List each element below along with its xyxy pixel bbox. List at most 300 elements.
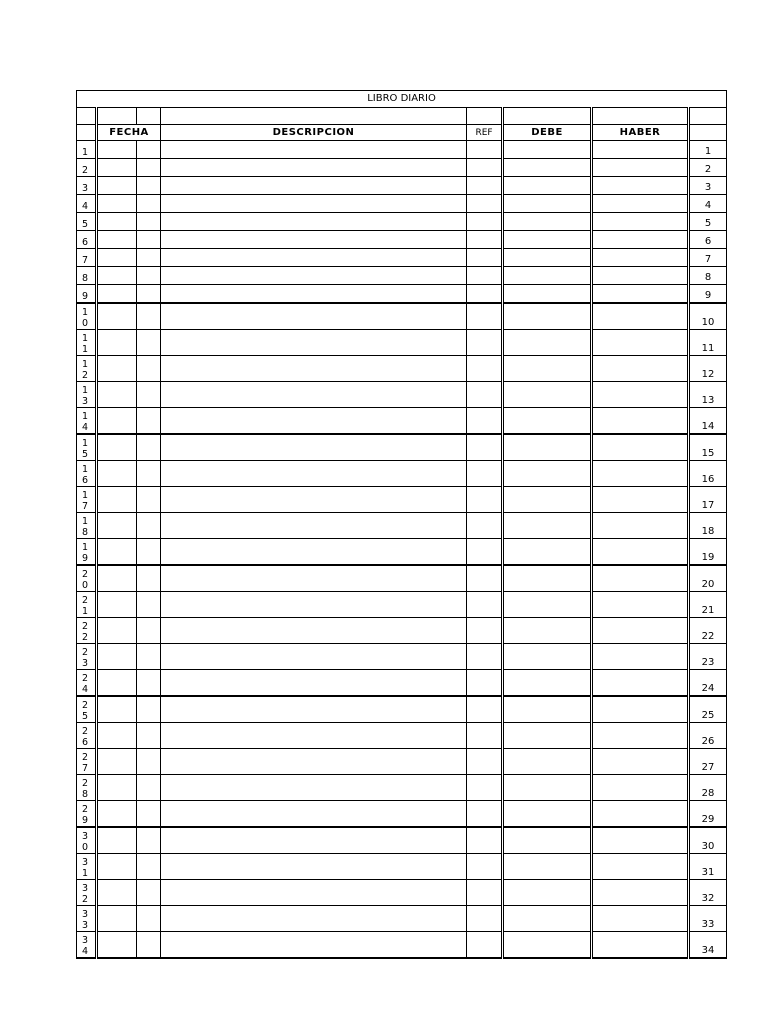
fecha-month-cell bbox=[137, 408, 161, 435]
ledger-row bbox=[77, 231, 727, 249]
spacer-row bbox=[77, 108, 727, 125]
haber-cell bbox=[592, 592, 689, 618]
debe-cell bbox=[503, 906, 592, 932]
fecha-month-cell bbox=[137, 827, 161, 854]
row-number-digit: 0 bbox=[82, 580, 89, 591]
row-number-right: 6 bbox=[689, 231, 727, 249]
ref-cell bbox=[467, 723, 503, 749]
ref-cell bbox=[467, 696, 503, 723]
ledger-row bbox=[77, 644, 727, 670]
row-number-digit: 3 bbox=[82, 396, 89, 407]
fecha-month-cell bbox=[137, 749, 161, 775]
ledger-row bbox=[77, 356, 727, 382]
ref-cell bbox=[467, 461, 503, 487]
row-number-right: 5 bbox=[689, 213, 727, 231]
haber-cell bbox=[592, 382, 689, 408]
row-number-digit: 9 bbox=[82, 553, 89, 564]
fecha-month-cell bbox=[137, 195, 161, 213]
fecha-day-cell bbox=[97, 644, 137, 670]
ref-cell bbox=[467, 177, 503, 195]
row-number-left bbox=[77, 644, 97, 670]
header-row bbox=[77, 125, 727, 141]
fecha-day-cell bbox=[97, 801, 137, 828]
fecha-day-cell bbox=[97, 539, 137, 566]
descripcion-cell bbox=[161, 644, 467, 670]
haber-cell bbox=[592, 408, 689, 435]
ledger-row bbox=[77, 906, 727, 932]
fecha-day-cell bbox=[97, 461, 137, 487]
debe-cell bbox=[503, 487, 592, 513]
row-number-digit: 2 bbox=[82, 165, 89, 176]
haber-cell bbox=[592, 775, 689, 801]
fecha-month-cell bbox=[137, 565, 161, 592]
ledger-row bbox=[77, 749, 727, 775]
row-number-right: 11 bbox=[689, 330, 727, 356]
fecha-day-cell bbox=[97, 213, 137, 231]
row-number-digit: 1 bbox=[82, 344, 89, 355]
fecha-day-cell bbox=[97, 696, 137, 723]
row-number-digit: 2 bbox=[82, 632, 89, 643]
ref-cell bbox=[467, 213, 503, 231]
fecha-month-cell bbox=[137, 854, 161, 880]
ref-cell bbox=[467, 906, 503, 932]
debe-cell bbox=[503, 303, 592, 330]
row-number-digit: 2 bbox=[82, 595, 89, 606]
ledger-row bbox=[77, 285, 727, 304]
row-number-digit: 3 bbox=[82, 883, 89, 894]
row-number-right: 15 bbox=[689, 434, 727, 461]
ref-cell bbox=[467, 618, 503, 644]
ref-cell bbox=[467, 827, 503, 854]
descripcion-cell bbox=[161, 539, 467, 566]
row-number-digit: 1 bbox=[82, 333, 89, 344]
row-number-left bbox=[77, 749, 97, 775]
ledger-row bbox=[77, 592, 727, 618]
fecha-day-cell bbox=[97, 285, 137, 304]
row-number-digit: 9 bbox=[82, 291, 89, 302]
haber-cell bbox=[592, 267, 689, 285]
ledger-row bbox=[77, 213, 727, 231]
ref-cell bbox=[467, 880, 503, 906]
row-number-digit: 3 bbox=[82, 183, 89, 194]
fecha-month-cell bbox=[137, 670, 161, 697]
row-number-left bbox=[77, 670, 97, 697]
header-haber: HABER bbox=[592, 125, 689, 141]
ref-cell bbox=[467, 513, 503, 539]
ledger-row bbox=[77, 408, 727, 435]
row-number-right: 14 bbox=[689, 408, 727, 435]
ref-cell bbox=[467, 592, 503, 618]
fecha-day-cell bbox=[97, 775, 137, 801]
descripcion-cell bbox=[161, 382, 467, 408]
debe-cell bbox=[503, 249, 592, 267]
haber-cell bbox=[592, 487, 689, 513]
ledger-row bbox=[77, 801, 727, 828]
row-number-digit: 1 bbox=[82, 307, 89, 318]
fecha-day-cell bbox=[97, 749, 137, 775]
debe-cell bbox=[503, 801, 592, 828]
row-number-right: 3 bbox=[689, 177, 727, 195]
ref-cell bbox=[467, 670, 503, 697]
fecha-month-cell bbox=[137, 249, 161, 267]
descripcion-cell bbox=[161, 461, 467, 487]
row-number-digit: 2 bbox=[82, 752, 89, 763]
row-number-right: 20 bbox=[689, 565, 727, 592]
fecha-day-cell bbox=[97, 434, 137, 461]
row-number-digit: 3 bbox=[82, 920, 89, 931]
row-number-digit: 1 bbox=[82, 411, 89, 422]
row-number-digit: 1 bbox=[82, 868, 89, 879]
row-number-right: 1 bbox=[689, 141, 727, 159]
ledger-row bbox=[77, 434, 727, 461]
fecha-month-cell bbox=[137, 906, 161, 932]
ref-cell bbox=[467, 801, 503, 828]
ref-cell bbox=[467, 539, 503, 566]
row-number-left bbox=[77, 434, 97, 461]
header-number-cell bbox=[77, 125, 97, 141]
debe-cell bbox=[503, 195, 592, 213]
descripcion-cell bbox=[161, 906, 467, 932]
row-number-right: 12 bbox=[689, 356, 727, 382]
haber-cell bbox=[592, 159, 689, 177]
ref-cell bbox=[467, 249, 503, 267]
ledger-row bbox=[77, 195, 727, 213]
haber-cell bbox=[592, 177, 689, 195]
descripcion-cell bbox=[161, 618, 467, 644]
fecha-day-cell bbox=[97, 906, 137, 932]
row-number-right: 21 bbox=[689, 592, 727, 618]
debe-cell bbox=[503, 880, 592, 906]
row-number-digit: 3 bbox=[82, 909, 89, 920]
row-number-digit: 5 bbox=[82, 449, 89, 460]
ledger-row bbox=[77, 618, 727, 644]
descripcion-cell bbox=[161, 285, 467, 304]
fecha-month-cell bbox=[137, 141, 161, 159]
row-number-digit: 4 bbox=[82, 684, 89, 695]
ledger-row bbox=[77, 267, 727, 285]
descripcion-cell bbox=[161, 775, 467, 801]
descripcion-cell bbox=[161, 854, 467, 880]
haber-cell bbox=[592, 565, 689, 592]
haber-cell bbox=[592, 906, 689, 932]
fecha-day-cell bbox=[97, 618, 137, 644]
row-number-left bbox=[77, 565, 97, 592]
fecha-month-cell bbox=[137, 285, 161, 304]
row-number-digit: 1 bbox=[82, 438, 89, 449]
row-number-digit: 8 bbox=[82, 527, 89, 538]
row-number-left bbox=[77, 177, 97, 195]
ref-cell bbox=[467, 565, 503, 592]
row-number-left bbox=[77, 285, 97, 304]
descripcion-cell bbox=[161, 303, 467, 330]
row-number-right: 32 bbox=[689, 880, 727, 906]
ledger-row bbox=[77, 880, 727, 906]
haber-cell bbox=[592, 618, 689, 644]
fecha-day-cell bbox=[97, 565, 137, 592]
debe-cell bbox=[503, 267, 592, 285]
descripcion-cell bbox=[161, 434, 467, 461]
haber-cell bbox=[592, 303, 689, 330]
row-number-left bbox=[77, 487, 97, 513]
descripcion-cell bbox=[161, 670, 467, 697]
row-number-digit: 7 bbox=[82, 501, 89, 512]
debe-cell bbox=[503, 141, 592, 159]
debe-cell bbox=[503, 539, 592, 566]
fecha-month-cell bbox=[137, 618, 161, 644]
ledger-row bbox=[77, 330, 727, 356]
debe-cell bbox=[503, 932, 592, 959]
descripcion-cell bbox=[161, 177, 467, 195]
haber-cell bbox=[592, 434, 689, 461]
fecha-day-cell bbox=[97, 249, 137, 267]
debe-cell bbox=[503, 231, 592, 249]
ref-cell bbox=[467, 285, 503, 304]
ledger-row bbox=[77, 696, 727, 723]
debe-cell bbox=[503, 618, 592, 644]
haber-cell bbox=[592, 932, 689, 959]
row-number-digit: 2 bbox=[82, 894, 89, 905]
ref-cell bbox=[467, 408, 503, 435]
row-number-digit: 1 bbox=[82, 606, 89, 617]
row-number-digit: 3 bbox=[82, 857, 89, 868]
row-number-right: 30 bbox=[689, 827, 727, 854]
ref-cell bbox=[467, 267, 503, 285]
fecha-month-cell bbox=[137, 159, 161, 177]
ref-cell bbox=[467, 330, 503, 356]
haber-cell bbox=[592, 827, 689, 854]
fecha-day-cell bbox=[97, 330, 137, 356]
fecha-month-cell bbox=[137, 356, 161, 382]
row-number-digit: 2 bbox=[82, 700, 89, 711]
fecha-day-cell bbox=[97, 513, 137, 539]
fecha-day-cell bbox=[97, 723, 137, 749]
fecha-month-cell bbox=[137, 267, 161, 285]
row-number-digit: 1 bbox=[82, 542, 89, 553]
row-number-left bbox=[77, 141, 97, 159]
debe-cell bbox=[503, 434, 592, 461]
descripcion-cell bbox=[161, 249, 467, 267]
row-number-digit: 0 bbox=[82, 842, 89, 853]
fecha-day-cell bbox=[97, 231, 137, 249]
row-number-digit: 6 bbox=[82, 475, 89, 486]
row-number-right: 23 bbox=[689, 644, 727, 670]
ref-cell bbox=[467, 382, 503, 408]
row-number-digit: 8 bbox=[82, 789, 89, 800]
fecha-month-cell bbox=[137, 775, 161, 801]
row-number-digit: 2 bbox=[82, 370, 89, 381]
row-number-right: 13 bbox=[689, 382, 727, 408]
row-number-right: 27 bbox=[689, 749, 727, 775]
fecha-month-cell bbox=[137, 487, 161, 513]
row-number-digit: 4 bbox=[82, 201, 89, 212]
haber-cell bbox=[592, 749, 689, 775]
row-number-right: 8 bbox=[689, 267, 727, 285]
debe-cell bbox=[503, 749, 592, 775]
descripcion-cell bbox=[161, 487, 467, 513]
row-number-right: 26 bbox=[689, 723, 727, 749]
row-number-right: 7 bbox=[689, 249, 727, 267]
haber-cell bbox=[592, 231, 689, 249]
row-number-left bbox=[77, 267, 97, 285]
row-number-right: 22 bbox=[689, 618, 727, 644]
fecha-month-cell bbox=[137, 592, 161, 618]
row-number-digit: 2 bbox=[82, 778, 89, 789]
row-number-right: 19 bbox=[689, 539, 727, 566]
row-number-left bbox=[77, 618, 97, 644]
row-number-left bbox=[77, 775, 97, 801]
haber-cell bbox=[592, 141, 689, 159]
header-ref: REF bbox=[467, 125, 503, 141]
debe-cell bbox=[503, 723, 592, 749]
row-number-digit: 5 bbox=[82, 219, 89, 230]
ref-cell bbox=[467, 932, 503, 959]
fecha-month-cell bbox=[137, 434, 161, 461]
ref-cell bbox=[467, 434, 503, 461]
fecha-day-cell bbox=[97, 141, 137, 159]
row-number-digit: 2 bbox=[82, 726, 89, 737]
row-number-left bbox=[77, 801, 97, 828]
haber-cell bbox=[592, 880, 689, 906]
fecha-month-cell bbox=[137, 213, 161, 231]
row-number-left bbox=[77, 356, 97, 382]
haber-cell bbox=[592, 696, 689, 723]
fecha-month-cell bbox=[137, 932, 161, 959]
ledger-row bbox=[77, 827, 727, 854]
fecha-month-cell bbox=[137, 382, 161, 408]
ledger-title: LIBRO DIARIO bbox=[77, 91, 727, 108]
row-number-digit: 7 bbox=[82, 255, 89, 266]
ref-cell bbox=[467, 303, 503, 330]
row-number-digit: 3 bbox=[82, 831, 89, 842]
row-number-left bbox=[77, 195, 97, 213]
descripcion-cell bbox=[161, 231, 467, 249]
row-number-digit: 1 bbox=[82, 464, 89, 475]
haber-cell bbox=[592, 356, 689, 382]
debe-cell bbox=[503, 213, 592, 231]
haber-cell bbox=[592, 461, 689, 487]
fecha-month-cell bbox=[137, 644, 161, 670]
fecha-day-cell bbox=[97, 827, 137, 854]
haber-cell bbox=[592, 195, 689, 213]
debe-cell bbox=[503, 408, 592, 435]
row-number-digit: 1 bbox=[82, 490, 89, 501]
row-number-left bbox=[77, 880, 97, 906]
fecha-day-cell bbox=[97, 267, 137, 285]
ref-cell bbox=[467, 356, 503, 382]
fecha-day-cell bbox=[97, 487, 137, 513]
fecha-month-cell bbox=[137, 177, 161, 195]
ledger-row bbox=[77, 141, 727, 159]
debe-cell bbox=[503, 827, 592, 854]
row-number-digit: 2 bbox=[82, 804, 89, 815]
descripcion-cell bbox=[161, 932, 467, 959]
header-debe: DEBE bbox=[503, 125, 592, 141]
ledger-row bbox=[77, 565, 727, 592]
haber-cell bbox=[592, 723, 689, 749]
fecha-month-cell bbox=[137, 801, 161, 828]
descripcion-cell bbox=[161, 141, 467, 159]
row-number-digit: 9 bbox=[82, 815, 89, 826]
fecha-month-cell bbox=[137, 303, 161, 330]
ledger-row bbox=[77, 249, 727, 267]
row-number-left bbox=[77, 159, 97, 177]
row-number-left bbox=[77, 854, 97, 880]
descripcion-cell bbox=[161, 159, 467, 177]
debe-cell bbox=[503, 775, 592, 801]
debe-cell bbox=[503, 159, 592, 177]
row-number-digit: 2 bbox=[82, 673, 89, 684]
row-number-digit: 1 bbox=[82, 516, 89, 527]
debe-cell bbox=[503, 330, 592, 356]
debe-cell bbox=[503, 356, 592, 382]
row-number-right: 28 bbox=[689, 775, 727, 801]
descripcion-cell bbox=[161, 749, 467, 775]
haber-cell bbox=[592, 539, 689, 566]
row-number-right: 29 bbox=[689, 801, 727, 828]
row-number-digit: 2 bbox=[82, 569, 89, 580]
fecha-month-cell bbox=[137, 330, 161, 356]
haber-cell bbox=[592, 249, 689, 267]
descripcion-cell bbox=[161, 408, 467, 435]
fecha-day-cell bbox=[97, 382, 137, 408]
fecha-day-cell bbox=[97, 592, 137, 618]
row-number-right: 17 bbox=[689, 487, 727, 513]
row-number-right: 31 bbox=[689, 854, 727, 880]
debe-cell bbox=[503, 177, 592, 195]
ledger-row bbox=[77, 487, 727, 513]
haber-cell bbox=[592, 854, 689, 880]
fecha-month-cell bbox=[137, 880, 161, 906]
fecha-month-cell bbox=[137, 723, 161, 749]
haber-cell bbox=[592, 670, 689, 697]
ref-cell bbox=[467, 231, 503, 249]
row-number-digit: 1 bbox=[82, 385, 89, 396]
ledger-row bbox=[77, 539, 727, 566]
header-number-right bbox=[689, 125, 727, 141]
row-number-left bbox=[77, 513, 97, 539]
row-number-digit: 8 bbox=[82, 273, 89, 284]
row-number-left bbox=[77, 213, 97, 231]
ref-cell bbox=[467, 195, 503, 213]
row-number-digit: 5 bbox=[82, 711, 89, 722]
ref-cell bbox=[467, 159, 503, 177]
debe-cell bbox=[503, 285, 592, 304]
haber-cell bbox=[592, 285, 689, 304]
row-number-digit: 6 bbox=[82, 737, 89, 748]
row-number-left bbox=[77, 723, 97, 749]
row-number-left bbox=[77, 906, 97, 932]
libro-diario-sheet bbox=[76, 90, 726, 959]
ledger-row bbox=[77, 461, 727, 487]
haber-cell bbox=[592, 330, 689, 356]
row-number-left bbox=[77, 696, 97, 723]
haber-cell bbox=[592, 644, 689, 670]
ref-cell bbox=[467, 749, 503, 775]
fecha-month-cell bbox=[137, 231, 161, 249]
row-number-digit: 2 bbox=[82, 621, 89, 632]
debe-cell bbox=[503, 696, 592, 723]
fecha-day-cell bbox=[97, 303, 137, 330]
ledger-row bbox=[77, 382, 727, 408]
ref-cell bbox=[467, 854, 503, 880]
debe-cell bbox=[503, 670, 592, 697]
ref-cell bbox=[467, 644, 503, 670]
row-number-left bbox=[77, 932, 97, 959]
row-number-right: 16 bbox=[689, 461, 727, 487]
haber-cell bbox=[592, 513, 689, 539]
row-number-digit: 3 bbox=[82, 935, 89, 946]
debe-cell bbox=[503, 461, 592, 487]
